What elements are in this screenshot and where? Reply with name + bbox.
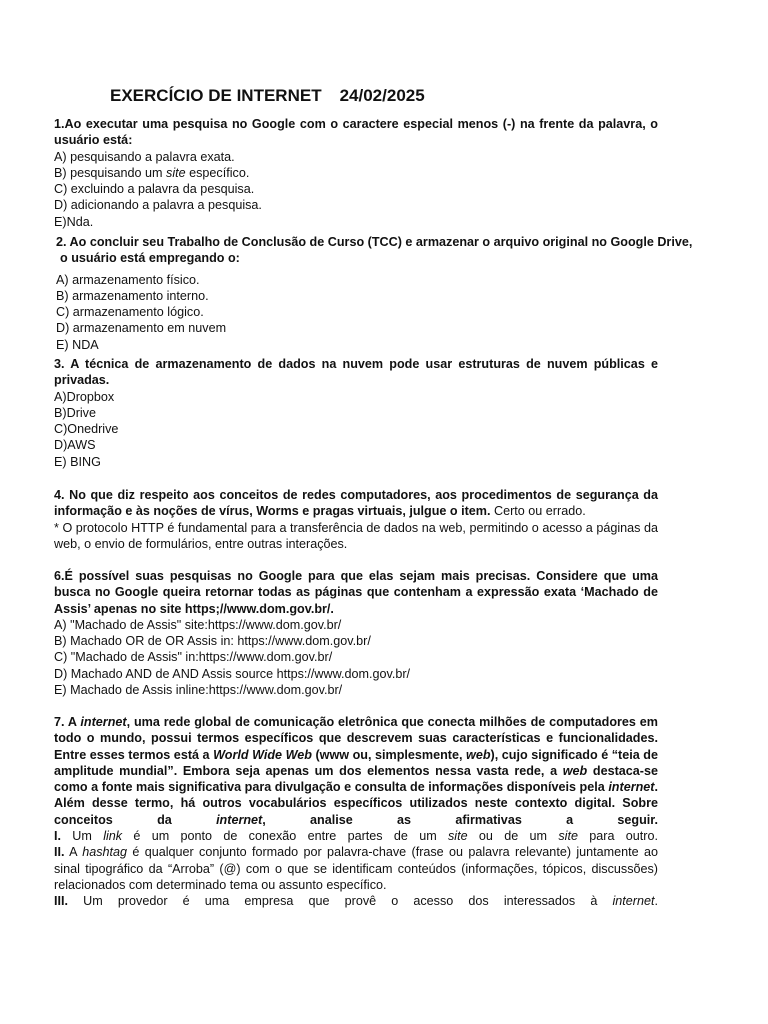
- question-2-option-a: A) armazenamento físico.: [56, 272, 200, 287]
- question-6-option-a: A) "Machado de Assis" site:https://www.dom.gov.br/: [54, 617, 342, 632]
- question-7: [54, 714, 658, 910]
- item-2-part: hashtag: [82, 845, 128, 860]
- question-1-option-c: C) excluindo a palavra da pesquisa.: [54, 182, 255, 197]
- question-4: [54, 487, 658, 552]
- q7-part: web: [466, 747, 491, 762]
- item-3-part: Um provedor é uma empresa que provê o acesso dos interessados à: [68, 894, 613, 909]
- question-3-text: 3. A técnica de armazenamento de dados na nuvem pode usar estruturas de nuvem públicas e privadas.: [54, 357, 658, 388]
- question-4-text: [54, 487, 658, 520]
- item-1-part: é um ponto de conexão entre partes de um: [122, 829, 448, 844]
- question-7-item-3: [54, 893, 658, 909]
- q7-part: ), cujo significado é “teia de amplitude mundial”. Embora seja apenas um dos elementos nessa vasta rede, a: [54, 747, 658, 778]
- option-b-italic: site: [166, 165, 186, 180]
- question-1-option-e: E)Nda.: [54, 214, 94, 229]
- question-1-text: 1.Ao executar uma pesquisa no Google com o caractere especial menos (-) na frente da palavra, o usuário está:: [54, 117, 658, 148]
- question-2-text-line1: 2. Ao concluir seu Trabalho de Conclusão de Curso (TCC) e armazenar o arquivo original no Google Drive,: [56, 235, 693, 249]
- question-4-statement: * O protocolo HTTP é fundamental para a transferência de dados na web, permitindo o acesso a páginas da web, o envio de formulários, entre outras interações.: [54, 520, 658, 551]
- q7-part: 7. A: [54, 715, 81, 729]
- item-1-part: ou de um: [467, 829, 559, 844]
- question-1-option-d: D) adicionando a palavra a pesquisa.: [54, 198, 262, 213]
- q7-part: internet: [216, 812, 263, 827]
- question-3: [54, 356, 658, 470]
- q7-part: web: [562, 763, 588, 778]
- question-3-option-c: C)Onedrive: [54, 422, 119, 437]
- option-b-start: B) pesquisando um: [54, 165, 167, 180]
- item-1-part: para outro.: [577, 829, 658, 844]
- title-date: 24/02/2025: [339, 86, 425, 105]
- question-6: [54, 568, 658, 698]
- q7-part: destaca-se como a fonte mais significativa para divulgação e consulta de informações disponíveis pela: [54, 763, 659, 795]
- question-2-option-b: B) armazenamento interno.: [56, 288, 209, 303]
- question-3-option-d: D)AWS: [54, 438, 96, 453]
- question-4-prompt: 4. No que diz respeito aos conceitos de redes computadores, aos procedimentos de segurança da informação e às noções de vírus, Worms e pragas virtuais, julgue o item.: [54, 488, 658, 519]
- q7-part: internet: [80, 715, 127, 729]
- item-1-label: I.: [54, 829, 61, 844]
- question-3-option-a: A)Dropbox: [54, 389, 115, 404]
- question-6-option-b: B) Machado OR de OR Assis in: https://www.dom.gov.br/: [54, 634, 371, 649]
- question-2-text-line2: o usuário está empregando o:: [60, 251, 240, 266]
- question-6-option-d: D) Machado AND de AND Assis source https://www.dom.gov.br/: [54, 666, 411, 681]
- question-4-instruction: Certo ou errado.: [490, 504, 586, 519]
- question-6-text: 6.É possível suas pesquisas no Google para que elas sejam mais precisas. Considere que uma busca no Google queira retornar todas as páginas que contenham a expressão exata ‘Machado de Assis’ apenas no site https;//www.dom.gov.br/.: [54, 569, 658, 616]
- question-2-option-e: E) NDA: [56, 337, 99, 352]
- question-1-option-b: [54, 165, 658, 181]
- question-2: [56, 234, 736, 353]
- q7-part: , uma rede global de comunicação eletrônica que conecta milhões de computadores em todo o mundo, possui termos específicos que descrevem suas características e funcionalidades. Entre esses termos está a: [54, 715, 658, 762]
- item-3-label: III.: [54, 894, 68, 909]
- question-6-option-e: E) Machado de Assis inline:https://www.dom.gov.br/: [54, 683, 343, 698]
- item-2-label: II.: [54, 845, 65, 860]
- question-1: [54, 116, 658, 230]
- question-2-option-c: C) armazenamento lógico.: [56, 305, 204, 320]
- item-2-part: é qualquer conjunto formado por palavra-chave (frase ou palavra relevante) juntamente ao sinal tipográfico da “Arroba” (@) com o que se identificam conteúdos (informações, tópicos, discussões) relacionados com determinado tema ou assunto específico.: [54, 845, 658, 892]
- question-7-item-2: [54, 844, 658, 893]
- question-3-option-b: B)Drive: [54, 405, 96, 420]
- item-1-part: site: [558, 829, 578, 844]
- item-2-part: A: [64, 845, 83, 860]
- q7-part: World Wide Web: [213, 747, 312, 762]
- item-1-part: Um: [61, 829, 104, 844]
- question-6-option-c: C) "Machado de Assis" in:https://www.dom.gov.br/: [54, 650, 333, 665]
- page-title: [110, 86, 425, 106]
- question-1-option-a: A) pesquisando a palavra exata.: [54, 149, 235, 164]
- item-3-part: internet: [612, 894, 655, 909]
- q7-part: (www ou, simplesmente,: [311, 747, 467, 762]
- q7-part: internet: [608, 780, 655, 795]
- item-1-part: site: [448, 829, 468, 844]
- title-text: EXERCÍCIO DE INTERNET: [110, 86, 322, 105]
- question-3-option-e: E) BING: [54, 454, 101, 469]
- question-7-item-1: [54, 828, 658, 844]
- option-b-end: específico.: [185, 165, 250, 180]
- q7-part: , analise as afirmativas a seguir.: [262, 812, 658, 827]
- q7-part: . Além desse termo, há outros vocabulários específicos utilizados neste contexto digital. Sobre conceitos da: [54, 780, 658, 827]
- question-2-option-d: D) armazenamento em nuvem: [56, 321, 227, 336]
- item-3-part: .: [654, 894, 658, 909]
- question-7-text: [54, 714, 658, 828]
- item-1-part: link: [103, 829, 123, 844]
